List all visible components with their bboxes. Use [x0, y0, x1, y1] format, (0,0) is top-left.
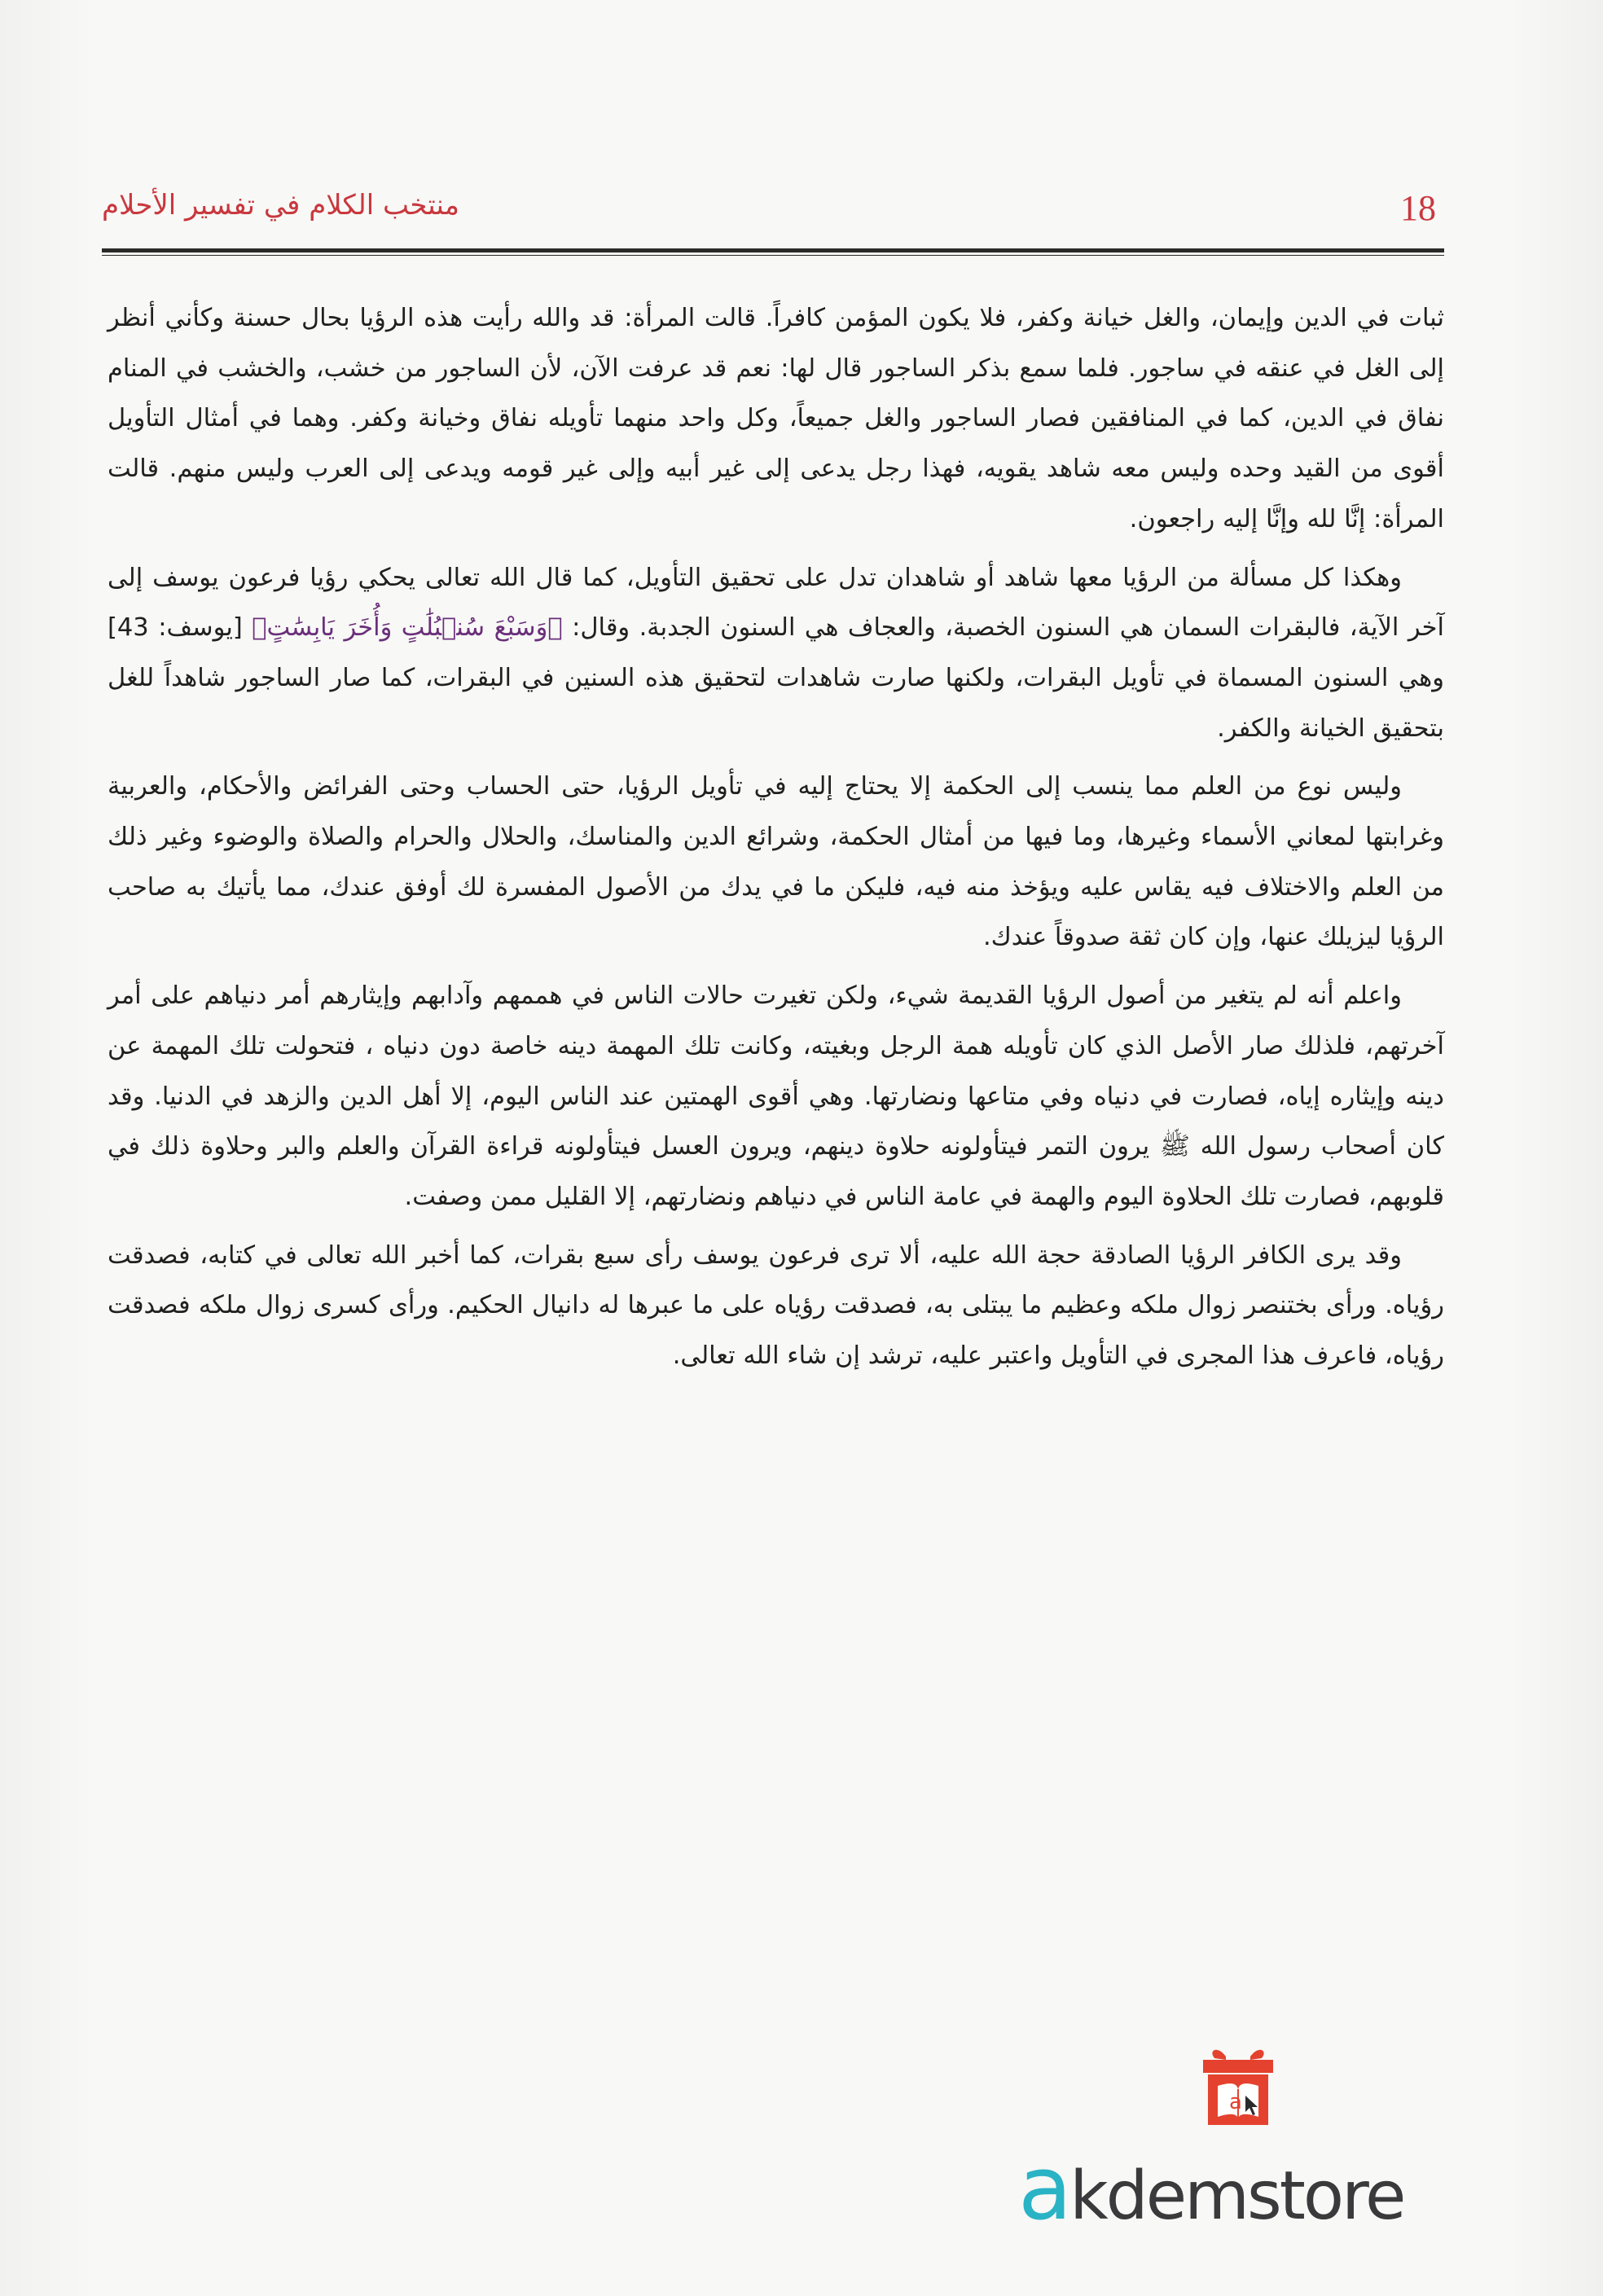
page-header: [102, 186, 1444, 235]
paragraph-2: [108, 553, 1444, 754]
logo-text: kdemstore: [1069, 2158, 1404, 2235]
paragraph-4: واعلم أنه لم يتغير من أصول الرؤيا القديمة شيء، ولكن تغيرت حالات الناس في هممهم وآدابهم وإيثارهم أمر دنياهم على أمر آخرتهم، فلذلك صار الأصل الذي كان تأويله همة الرجل وبغيته، وكانت تلك المهمة دينه خاصة دون دنياه ، فتحولت تلك المهمة عن دينه وإيثاره إياه، فصارت في دنياه وفي متاعها ونضارتها. وهي أقوى الهمتين عند الناس اليوم، إلا أهل الدين والزهد في الدنيا. وقد كان أصحاب رسول الله ﷺ يرون التمر فيتأولونه حلاوة دينهم، ويرون العسل فيتأولونه قراءة القرآن والعلم والبر وحلاوة ذلك في قلوبهم، فصارت تلك الحلاوة اليوم والهمة في عامة الناس في دنياهم ونضارتهم، إلا القليل ممن وصفت.: [108, 981, 1444, 1211]
body-text: [108, 293, 1444, 1389]
paragraph-5: وقد يرى الكافر الرؤيا الصادقة حجة الله عليه، ألا ترى فرعون يوسف رأى سبع بقرات، كما أخبر الله تعالى في كتابه، فصدقت رؤياه. ورأى بختنصر زوال ملكه وعظيم ما يبتلى به، فصدقت رؤياه على ما عبرها له دانيال الحكيم. ورأى كسرى زوال ملكه فصدقت رؤياه، فاعرف هذا المجرى في التأويل واعتبر عليه، ترشد إن شاء الله تعالى.: [108, 1240, 1444, 1371]
paragraph-1: ثبات في الدين وإيمان، والغل خيانة وكفر، فلا يكون المؤمن كافراً. قالت المرأة: قد والله رأيت هذه الرؤيا بحال حسنة وكأني أنظر إلى الغل في عنقه في ساجور. فلما سمع بذكر الساجور قال لها: نعم قد عرفت الآن، لأن الساجور من خشب، والخشب في المنام نفاق في الدين، كما في المنافقين فصار الساجور والغل جميعاً، وكل واحد منهما تأويله نفاق وخيانة وكفر. وهما في أمثال التأويل أقوى من القيد وحده وليس معه شاهد يقويه، فهذا رجل يدعى إلى غير أبيه وإلى غير قومه ويدعى إلى العرب وليس منهم. قالت المرأة: إنَّا لله وإنَّا إليه راجعون.: [108, 304, 1444, 533]
header-rule-thick: [102, 248, 1444, 252]
akdemstore-logo: [1018, 2032, 1442, 2240]
page-number: 18: [1400, 188, 1436, 228]
quran-verse: ﴿وَسَبْعَ سُنۢبُلَٰتٍ وَأُخَرَ يَابِسَٰتٍ﴾: [252, 613, 563, 643]
running-title: منتخب الكلام في تفسير الأحلام: [102, 189, 460, 222]
paragraph-2-after: [يوسف: 43] وهي السنون المسماة في تأويل البقرات، ولكنها صارت شاهدات لتحقيق هذه السنين في البقرات، كما صار الساجور شاهداً للغل بتحقيق الخيانة والكفر.: [108, 613, 1444, 743]
logo-letter-a: a: [1018, 2138, 1070, 2240]
gift-book-cursor-icon: [1193, 2042, 1283, 2131]
paragraph-2-before: وهكذا كل مسألة من الرؤيا معها شاهد أو شاهدان تدل على تحقيق التأويل، كما قال الله تعالى يحكي رؤيا فرعون يوسف إلى آخر الآية، فالبقرات السمان هي السنون الخصبة، والعجاف هي السنون الجدبة. وقال:: [108, 563, 1444, 643]
paragraph-3: وليس نوع من العلم مما ينسب إلى الحكمة إلا يحتاج إليه في تأويل الرؤيا، حتى الحساب وحتى الفرائض والأحكام، والعربية وغرابتها لمعاني الأسماء وغيرها، وما فيها من أمثال الحكمة، وشرائع الدين والمناسك، والحلال والحرام والصلاة والوضوء وغير ذلك من العلم والاختلاف فيه يقاس عليه ويؤخذ منه فيه، فليكن ما في يدك من الأصول المفسرة لك أوفق عندك، مما يأتيك به صاحب الرؤيا ليزيلك عنها، وإن كان ثقة صدوقاً عندك.: [108, 772, 1444, 952]
svg-text:a: a: [1229, 2090, 1242, 2114]
logo-wordmark: [1018, 2138, 1403, 2240]
header-rule-thin: [102, 255, 1444, 256]
